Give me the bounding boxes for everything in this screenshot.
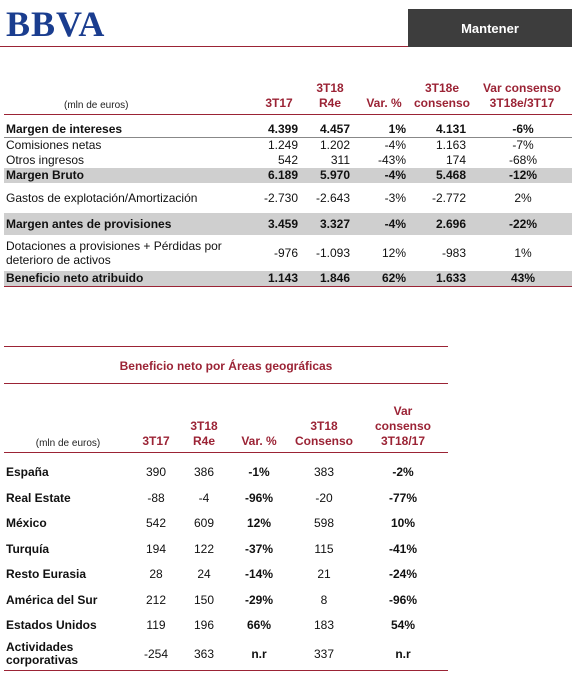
- cell: -1%: [248, 465, 270, 480]
- cell: -43%: [377, 153, 406, 167]
- report-header: [0, 0, 580, 48]
- col-header-line: 3T18e/3T17: [489, 95, 555, 110]
- cell: -3%: [384, 190, 406, 205]
- cell: 212: [145, 592, 167, 607]
- cell: -254: [132, 639, 180, 671]
- cell: -12%: [472, 168, 572, 183]
- cell: 4.131: [435, 122, 466, 136]
- cell: -2%: [392, 465, 414, 480]
- cell: -976: [273, 246, 298, 260]
- cell: -7%: [472, 138, 572, 154]
- cell: -2.730: [263, 190, 298, 205]
- col-header-line: 3T17: [265, 95, 293, 110]
- unit-label: (mln de euros): [4, 398, 132, 452]
- table-row: [4, 183, 572, 213]
- unit-label: (mln de euros): [4, 80, 254, 114]
- col-header: [254, 80, 304, 114]
- col-header: [228, 398, 290, 452]
- col-header: [304, 80, 356, 114]
- cell: -24%: [388, 567, 417, 582]
- col-header-line: consenso: [374, 418, 431, 433]
- col-header-line: 3T18: [316, 80, 344, 95]
- cell: -2.772: [431, 190, 466, 205]
- col-header: [132, 398, 180, 452]
- cell: 386: [193, 465, 215, 480]
- geo-profit-table: [4, 398, 448, 671]
- col-header: [412, 80, 472, 114]
- cell: -96%: [388, 592, 417, 607]
- col-header-line: Var. %: [366, 95, 402, 110]
- cell: 4.457: [319, 122, 350, 136]
- recommendation-badge: Mantener: [408, 9, 572, 47]
- cell: -68%: [508, 153, 537, 167]
- cell: -41%: [388, 541, 417, 556]
- row-label: Margen Bruto: [4, 168, 254, 183]
- col-header-line: Var: [393, 403, 413, 418]
- row-label: México: [6, 516, 47, 531]
- table-row: [4, 235, 572, 271]
- cell: 28: [149, 567, 163, 582]
- cell: -4%: [356, 168, 412, 183]
- row-label: Resto Eurasia: [6, 567, 87, 582]
- table-row-highlight: [4, 271, 572, 287]
- cell: 10%: [390, 516, 416, 531]
- cell: 2%: [514, 190, 532, 205]
- cell: 12%: [381, 246, 406, 260]
- cell: 3.327: [304, 213, 356, 235]
- cell: 1%: [388, 122, 406, 136]
- spacer-row: [4, 452, 448, 460]
- col-header: [290, 398, 358, 452]
- col-header-line: consenso: [413, 95, 470, 110]
- row-label: América del Sur: [6, 592, 98, 607]
- row-label: Real Estate: [6, 490, 71, 505]
- cell: 5.970: [304, 168, 356, 183]
- table-row: [4, 639, 448, 671]
- cell: 122: [193, 541, 215, 556]
- row-label: Otros ingresos: [6, 153, 85, 167]
- table-row: [4, 588, 448, 614]
- col-header: [180, 398, 228, 452]
- table-header-row: [4, 398, 448, 452]
- cell: -22%: [472, 213, 572, 235]
- col-header-line: Consenso: [294, 433, 353, 448]
- cell: 43%: [472, 271, 572, 287]
- cell: 542: [145, 516, 167, 531]
- cell: 2.696: [412, 213, 472, 235]
- cell: -6%: [512, 122, 534, 136]
- table-row: [4, 511, 448, 537]
- spacer-cell: [4, 114, 572, 122]
- col-header: [472, 80, 572, 114]
- cell: 115: [314, 541, 334, 556]
- cell: 1.163: [412, 138, 472, 154]
- row-label: Actividades corporativas: [4, 639, 132, 671]
- table-row: [4, 153, 572, 168]
- col-header: [358, 398, 448, 452]
- cell: 363: [180, 639, 228, 671]
- cell: 3.459: [254, 213, 304, 235]
- cell: 1.202: [304, 138, 356, 154]
- row-label: Margen antes de provisiones: [4, 213, 254, 235]
- cell: -88: [147, 490, 165, 505]
- cell: -37%: [244, 541, 273, 556]
- col-header-line: Var consenso: [482, 80, 562, 95]
- cell: 6.189: [254, 168, 304, 183]
- cell: 150: [193, 592, 215, 607]
- col-header-line: 3T18e: [424, 80, 460, 95]
- col-header-line: 3T18/17: [380, 433, 426, 448]
- row-label: España: [6, 465, 49, 480]
- table-row: [4, 122, 572, 138]
- cell: 383: [313, 465, 335, 480]
- cell: 1.249: [254, 138, 304, 154]
- cell: 174: [445, 153, 466, 167]
- table-row-highlight: [4, 213, 572, 235]
- col-header-line: 3T17: [142, 433, 170, 448]
- cell: 21: [317, 567, 331, 582]
- row-label: Comisiones netas: [4, 138, 254, 154]
- cell: 5.468: [412, 168, 472, 183]
- row-label: Turquía: [6, 541, 50, 556]
- cell: n.r: [228, 639, 290, 671]
- cell: -4%: [356, 138, 412, 154]
- cell: 542: [277, 153, 298, 167]
- col-header: [356, 80, 412, 114]
- spacer-cell: [4, 452, 448, 460]
- table-row: [4, 486, 448, 512]
- header-divider: [0, 46, 408, 47]
- bbva-logo: BBVA: [6, 4, 106, 44]
- cell: 194: [145, 541, 167, 556]
- table-row: [4, 460, 448, 486]
- table-row-highlight: [4, 168, 572, 183]
- cell: 337: [290, 639, 358, 671]
- table-row: [4, 613, 448, 639]
- cell: 66%: [246, 618, 272, 633]
- cell: 1.846: [304, 271, 356, 287]
- cell: 1.143: [254, 271, 304, 287]
- col-header-line: R4e: [192, 433, 215, 448]
- col-header-line: 3T18: [310, 418, 338, 433]
- cell: 1.633: [412, 271, 472, 287]
- cell: n.r: [358, 639, 448, 671]
- cell: -983: [441, 246, 466, 260]
- cell: 183: [313, 618, 335, 633]
- geo-table-title: Beneficio neto por Áreas geográficas: [4, 346, 448, 384]
- row-label: Dotaciones a provisiones + Pérdidas por deterioro de activos: [6, 239, 222, 267]
- cell: -20: [315, 490, 333, 505]
- cell: 598: [313, 516, 335, 531]
- spacer-row: [4, 114, 572, 122]
- cell: -4: [198, 490, 210, 505]
- col-header-line: 3T18: [190, 418, 218, 433]
- cell: 24: [197, 567, 211, 582]
- table-header-row: [4, 80, 572, 114]
- cell: 1%: [514, 246, 532, 260]
- col-header-line: Var. %: [241, 433, 277, 448]
- cell: 4.399: [267, 122, 298, 136]
- row-label: Margen de intereses: [6, 122, 123, 136]
- table-row: [4, 537, 448, 563]
- cell: 62%: [356, 271, 412, 287]
- cell: -29%: [244, 592, 273, 607]
- cell: -14%: [244, 567, 273, 582]
- cell: -1.093: [315, 246, 350, 260]
- table-row: [4, 138, 572, 154]
- cell: 196: [193, 618, 215, 633]
- income-statement-table: [4, 80, 572, 287]
- cell: 609: [193, 516, 215, 531]
- cell: 54%: [390, 618, 416, 633]
- cell: 8: [320, 592, 328, 607]
- table-row: [4, 562, 448, 588]
- cell: 12%: [246, 516, 272, 531]
- row-label: Beneficio neto atribuido: [4, 271, 254, 287]
- cell: -4%: [356, 213, 412, 235]
- cell: -2.643: [315, 190, 350, 205]
- row-label: Gastos de explotación/Amortización: [6, 190, 198, 205]
- cell: -77%: [388, 490, 417, 505]
- cell: 311: [330, 153, 350, 167]
- cell: -96%: [244, 490, 273, 505]
- col-header-line: R4e: [318, 95, 341, 110]
- row-label: Estados Unidos: [6, 618, 97, 633]
- cell: 390: [145, 465, 167, 480]
- cell: 119: [146, 618, 166, 633]
